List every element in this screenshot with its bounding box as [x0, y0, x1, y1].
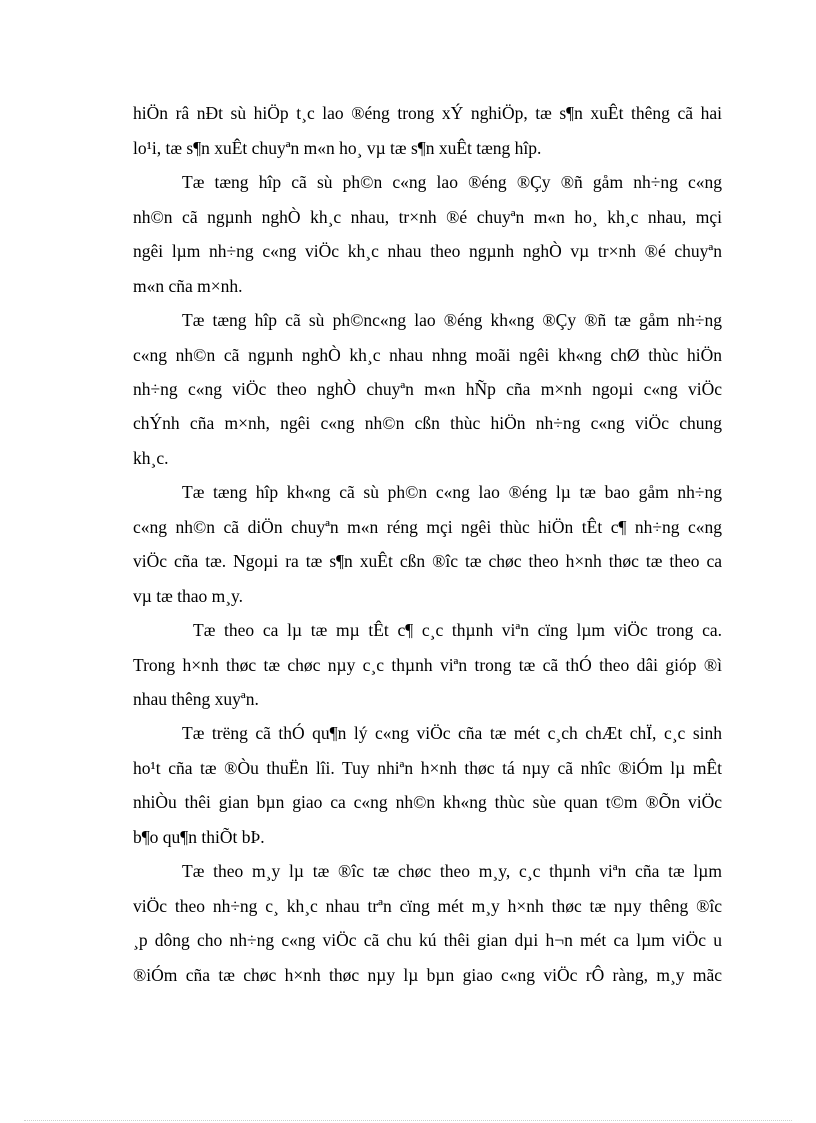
text-line: viÖc cña tæ. Ngoµi ra tæ s¶n xuÊt cßn ®îc tæ chøc theo h×nh thøc tæ theo ca [133, 551, 722, 571]
text-line: nhiÒu thêi gian bµn giao ca c«ng nh©n kh«ng thùc sùe quan t©m ®Õn viÖc [133, 792, 722, 812]
text-line: chÝnh cña m×nh, ngêi c«ng nh©n cßn thùc hiÖn nh÷ng c«ng viÖc chung [133, 413, 722, 433]
text-line: nh©n cã ngµnh nghÒ kh¸c nhau, tr×nh ®é chuyªn m«n ho¸ kh¸c nhau, mçi [133, 207, 722, 227]
text-line: lo¹i, tæ s¶n xuÊt chuyªn m«n ho¸ vµ tæ s¶n xuÊt tæng hîp. [133, 138, 542, 158]
text-line: hiÖn râ nÐt sù hiÖp t¸c lao ®éng trong xÝ nghiÖp, tæ s¶n xuÊt thêng cã hai [133, 103, 722, 123]
text-line: kh¸c. [133, 448, 169, 468]
text-line: m«n cña m×nh. [133, 276, 243, 296]
text-line: ¸p dông cho nh÷ng c«ng viÖc cã chu kú thêi gian dµi h¬n mét ca lµm viÖc u [133, 930, 722, 950]
text-line: nh÷ng c«ng viÖc theo nghÒ chuyªn m«n hÑp cña m×nh ngoµi c«ng viÖc [133, 379, 722, 399]
text-line: c«ng nh©n cã ngµnh nghÒ kh¸c nhau nhng moãi ngêi kh«ng chØ thùc hiÖn [133, 345, 722, 365]
text-line: ngêi lµm nh÷ng c«ng viÖc kh¸c nhau theo ngµnh nghÒ vµ tr×nh ®é chuyªn [133, 241, 722, 261]
paragraph-first-line: Tæ tæng hîp kh«ng cã sù ph©n c«ng lao ®éng lµ tæ bao gåm nh÷ng [182, 482, 722, 502]
text-line: vµ tæ thao m¸y. [133, 586, 244, 606]
text-line: ®iÓm cña tæ chøc h×nh thøc nµy lµ bµn giao c«ng viÖc rÔ ràng, m¸y mãc [133, 965, 722, 985]
paragraph-first-line: Tæ theo m¸y lµ tæ ®îc tæ chøc theo m¸y, c¸c thµnh viªn cña tæ lµm [182, 861, 722, 881]
paragraph-first-line: Tæ tæng hîp cã sù ph©n c«ng lao ®éng ®Çy ®ñ gåm nh÷ng c«ng [182, 172, 722, 192]
page-bottom-rule [24, 1120, 792, 1121]
text-line: ho¹t cña tæ ®Òu thuËn lîi. Tuy nhiªn h×nh thøc tá nµy cã nhîc ®iÓm lµ mÊt [133, 758, 722, 778]
text-line: Trong h×nh thøc tæ chøc nµy c¸c thµnh viªn trong tæ cã thÓ theo dâi gióp ®ì [133, 655, 722, 675]
paragraph-first-line: Tæ theo ca lµ tæ mµ tÊt c¶ c¸c thµnh viªn cïng lµm viÖc trong ca. [193, 620, 722, 640]
text-line: c«ng nh©n cã diÖn chuyªn m«n réng mçi ngêi thùc hiÖn tÊt c¶ nh÷ng c«ng [133, 517, 722, 537]
text-line: viÖc theo nh÷ng c¸ kh¸c nhau trªn cïng mét m¸y h×nh thøc tæ nµy thêng ®îc [133, 896, 722, 916]
text-line: b¶o qu¶n thiÕt bÞ. [133, 827, 265, 847]
text-line: nhau thêng xuyªn. [133, 689, 259, 709]
paragraph-first-line: Tæ tæng hîp cã sù ph©nc«ng lao ®éng kh«ng ®Çy ®ñ tæ gåm nh÷ng [182, 310, 722, 330]
paragraph-first-line: Tæ trëng cã thÓ qu¶n lý c«ng viÖc cña tæ mét c¸ch chÆt chÏ, c¸c sinh [182, 723, 722, 743]
